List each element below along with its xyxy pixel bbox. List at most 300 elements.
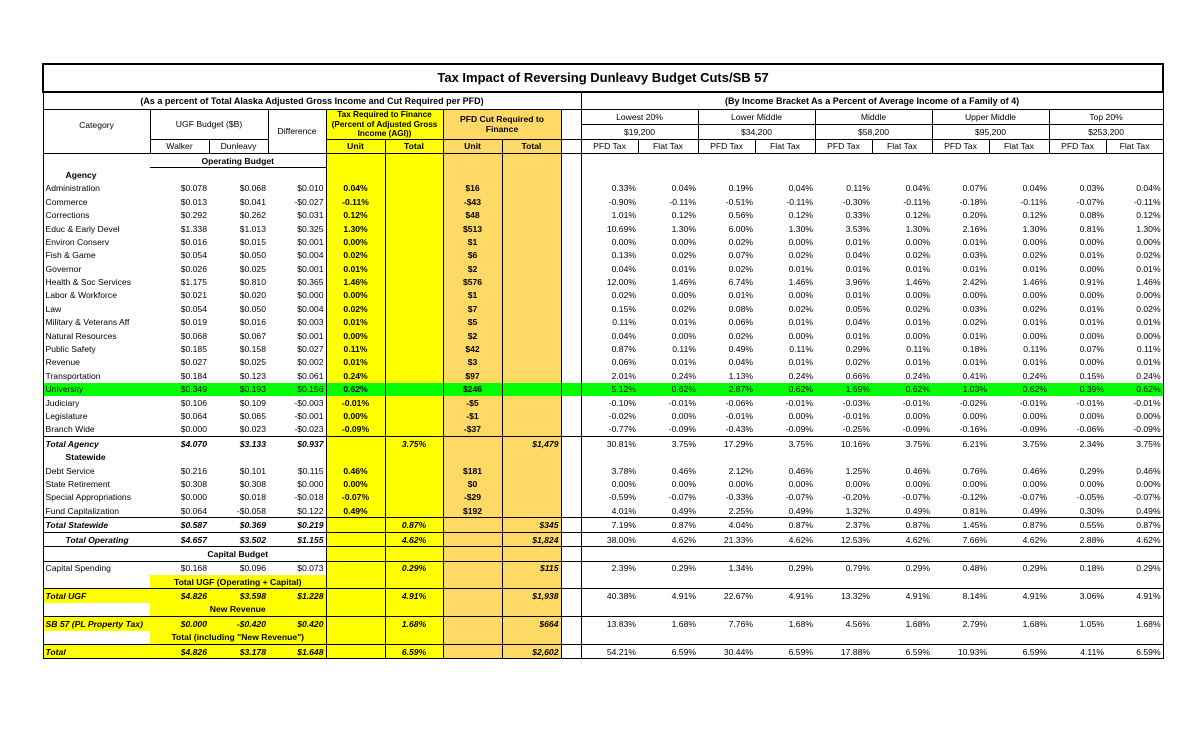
agency-row-9-bracket-2: 0.08% — [728, 303, 753, 314]
agency-row-6-bracket-1: 0.01% — [671, 263, 696, 274]
agency-row-16-bracket-2: -0.06% — [725, 397, 753, 408]
total-statewide-bracket-4: 2.37% — [815, 518, 872, 532]
agency-row-7-walker: $1.175 — [180, 277, 207, 288]
agency-row-12-bracket-3: 0.11% — [789, 344, 813, 355]
agency-row-13-pfd-unit: $3 — [443, 356, 502, 369]
agency-row-18 — [43, 423, 1163, 437]
agency-row-11-bracket-0: 0.04% — [611, 330, 636, 341]
agency-row-12-dunleavy: $0.158 — [239, 344, 266, 355]
statewide-row-2-name: Special Appropriations — [43, 491, 150, 504]
agency-row-13-bracket-9: 0.01% — [1106, 356, 1163, 369]
sb57-row-tax-total: 1.68% — [385, 617, 443, 631]
agency-row-12-bracket-9: 0.11% — [1106, 342, 1163, 355]
agency-row-0-bracket-1: 0.04% — [671, 183, 696, 194]
bracket-income-4: $253,200 — [1049, 124, 1163, 139]
statewide-row-0-tax-unit: 0.46% — [326, 464, 385, 477]
capital-spending-bracket-7: 0.29% — [989, 561, 1049, 575]
agency-row-7-bracket-3: 1.46% — [788, 277, 813, 288]
header-flat-tax-0: Flat Tax — [638, 139, 698, 153]
grand-total-bracket-3: 6.59% — [755, 644, 815, 658]
capital-spending-bracket-1: 0.29% — [638, 561, 698, 575]
total-ugf-name: Total UGF — [43, 589, 150, 603]
agency-row-8-pfd-unit: $1 — [443, 289, 502, 302]
agency-row-0-bracket-6: 0.07% — [962, 183, 987, 194]
statewide-row-0-bracket-6: 0.76% — [962, 465, 987, 476]
agency-row-5-bracket-3: 0.02% — [788, 250, 813, 261]
agency-row-8-bracket-5: 0.00% — [905, 290, 930, 301]
agency-row-11-bracket-6: 0.01% — [962, 330, 987, 341]
agency-row-3-bracket-7: 1.30% — [1022, 223, 1047, 234]
agency-row-12-tax-unit: 0.11% — [326, 342, 385, 355]
statewide-row-3-bracket-8: 0.30% — [1079, 505, 1104, 516]
agency-row-12-bracket-7: 0.11% — [1023, 344, 1047, 355]
header-walker: Walker — [150, 139, 209, 153]
agency-row-15-bracket-4: 1.69% — [815, 383, 872, 396]
total-agency-tax-total: 3.75% — [385, 437, 443, 451]
total-operating-bracket-2: 21.33% — [698, 532, 755, 546]
agency-row-9-dunleavy: $0.050 — [239, 303, 266, 314]
agency-row-10-name: Military & Veterans Aff — [43, 316, 150, 329]
agency-label: Agency — [43, 168, 150, 182]
total-statewide-bracket-2: 4.04% — [698, 518, 755, 532]
agency-row-2-bracket-1: 0.12% — [671, 210, 696, 221]
sb57-row-bracket-1: 1.68% — [638, 617, 698, 631]
agency-row-6-bracket-0: 0.04% — [611, 263, 636, 274]
capital-spending-bracket-9: 0.29% — [1106, 561, 1163, 575]
capital-budget-label: Capital Budget — [150, 547, 326, 561]
agency-row-7-bracket-4: 3.96% — [845, 277, 870, 288]
agency-row-15-pfd-unit: $246 — [443, 383, 502, 396]
capital-spending-tax-total: 0.29% — [385, 561, 443, 575]
agency-row-7-difference: $0.365 — [268, 275, 326, 288]
agency-row-3-dunleavy: $1.013 — [239, 223, 266, 234]
agency-row-11-tax-unit: 0.00% — [326, 329, 385, 342]
statewide-row-3-bracket-5: 0.49% — [905, 505, 930, 516]
total-statewide-tax-total: 0.87% — [385, 518, 443, 532]
agency-row-4-tax-unit: 0.00% — [326, 235, 385, 248]
agency-row-5-bracket-1: 0.02% — [671, 250, 696, 261]
total-ugf-label-row — [43, 575, 1163, 589]
agency-row-11-dunleavy: $0.067 — [239, 330, 266, 341]
agency-row-7-bracket-7: 1.46% — [1022, 277, 1047, 288]
agency-row-2-bracket-2: 0.56% — [728, 210, 753, 221]
agency-row-16 — [43, 396, 1163, 409]
agency-row-9-bracket-1: 0.02% — [671, 303, 696, 314]
grand-total-bracket-1: 6.59% — [638, 644, 698, 658]
agency-row-7-pfd-unit: $576 — [443, 275, 502, 288]
agency-row-4-pfd-unit: $1 — [443, 235, 502, 248]
agency-row-11-bracket-4: 0.01% — [845, 330, 870, 341]
total-operating-difference: $1.155 — [268, 532, 326, 546]
agency-row-14 — [43, 369, 1163, 382]
agency-row-14-dunleavy: $0.123 — [239, 370, 266, 381]
agency-row-0-bracket-9: 0.04% — [1106, 182, 1163, 195]
agency-row-11-bracket-8: 0.00% — [1079, 330, 1104, 341]
agency-row-2-bracket-4: 0.33% — [845, 210, 870, 221]
agency-row-3-bracket-2: 6.00% — [728, 223, 753, 234]
agency-row-8-bracket-2: 0.01% — [728, 290, 753, 301]
agency-row-14-bracket-4: 0.66% — [845, 370, 870, 381]
statewide-row-2-bracket-4: -0.20% — [842, 492, 870, 503]
agency-row-9 — [43, 302, 1163, 315]
statewide-label: Statewide — [43, 450, 150, 463]
header-pfd-total: Total — [502, 139, 561, 153]
agency-row-12-bracket-8: 0.07% — [1079, 344, 1104, 355]
grand-total-tax-total: 6.59% — [385, 644, 443, 658]
agency-row-16-difference: -$0.003 — [268, 396, 326, 409]
agency-row-1-tax-unit: -0.11% — [326, 195, 385, 208]
statewide-row-1-bracket-7: 0.00% — [1022, 478, 1047, 489]
agency-row-15-bracket-8: 0.39% — [1049, 383, 1106, 396]
total-statewide-bracket-5: 0.87% — [872, 518, 932, 532]
total-statewide-bracket-7: 0.87% — [989, 518, 1049, 532]
agency-row-10-tax-unit: 0.01% — [326, 316, 385, 329]
agency-row-3-bracket-3: 1.30% — [788, 223, 813, 234]
agency-row-14-bracket-9: 0.24% — [1106, 369, 1163, 382]
agency-row-9-bracket-3: 0.02% — [788, 303, 813, 314]
statewide-row-1-bracket-6: 0.00% — [962, 478, 987, 489]
agency-row-16-bracket-1: -0.01% — [668, 397, 696, 408]
header-difference: Difference — [268, 110, 326, 154]
agency-row-1-difference: -$0.027 — [268, 195, 326, 208]
statewide-row-3-bracket-3: 0.49% — [788, 505, 813, 516]
agency-row-15-bracket-1: 0.62% — [638, 383, 698, 396]
agency-row-4-bracket-4: 0.01% — [845, 236, 870, 247]
statewide-row-1-tax-unit: 0.00% — [326, 477, 385, 490]
agency-row-3-difference: $0.325 — [268, 222, 326, 235]
agency-row-12-bracket-6: 0.18% — [962, 344, 987, 355]
agency-row-12 — [43, 342, 1163, 355]
agency-row-18-name: Branch Wide — [43, 423, 150, 437]
agency-row-9-bracket-5: 0.02% — [905, 303, 930, 314]
agency-row-18-difference: -$0.023 — [268, 423, 326, 437]
agency-row-0-walker: $0.078 — [180, 183, 207, 194]
agency-row-12-bracket-2: 0.49% — [728, 344, 753, 355]
capital-spending-walker: $0.168 — [150, 561, 209, 575]
header-flat-tax-4: Flat Tax — [1106, 139, 1163, 153]
agency-row-5 — [43, 249, 1163, 262]
agency-row-18-bracket-6: -0.16% — [959, 424, 987, 435]
header-flat-tax-3: Flat Tax — [989, 139, 1049, 153]
agency-row-13-dunleavy: $0.025 — [239, 357, 266, 368]
total-ugf-bracket-8: 3.06% — [1049, 589, 1106, 603]
agency-row-16-bracket-3: -0.01% — [785, 397, 813, 408]
agency-row-10-pfd-unit: $5 — [443, 316, 502, 329]
statewide-row-0-pfd-unit: $181 — [443, 464, 502, 477]
agency-row-13-bracket-7: 0.01% — [1022, 357, 1047, 368]
agency-row-3-tax-unit: 1.30% — [326, 222, 385, 235]
statewide-row-2-bracket-8: -0.05% — [1076, 492, 1104, 503]
agency-row-15-bracket-7: 0.62% — [989, 383, 1049, 396]
agency-row-8-bracket-6: 0.00% — [962, 290, 987, 301]
total-ugf-bracket-9: 4.91% — [1106, 589, 1163, 603]
statewide-row-2-bracket-2: -0.33% — [725, 492, 753, 503]
agency-row-5-bracket-0: 0.13% — [611, 250, 636, 261]
agency-row-13-name: Revenue — [43, 356, 150, 369]
statewide-row-0-difference: $0.115 — [268, 464, 326, 477]
agency-row-0-difference: $0.010 — [268, 182, 326, 195]
statewide-row-1-pfd-unit: $0 — [443, 477, 502, 490]
total-operating-tax-total: 4.62% — [385, 532, 443, 546]
total-statewide — [43, 518, 1163, 532]
grand-total-bracket-7: 6.59% — [989, 644, 1049, 658]
statewide-row-3 — [43, 504, 1163, 518]
agency-row-15-bracket-6: 1.03% — [932, 383, 989, 396]
grand-total-walker: $4.826 — [150, 644, 209, 658]
agency-row-10-bracket-3: 0.01% — [788, 317, 813, 328]
agency-row-2-pfd-unit: $48 — [443, 208, 502, 221]
agency-row-0-dunleavy: $0.068 — [239, 183, 266, 194]
statewide-row-0-name: Debt Service — [43, 464, 150, 477]
total-statewide-bracket-8: 0.55% — [1049, 518, 1106, 532]
capital-spending-bracket-5: 0.29% — [872, 561, 932, 575]
statewide-label-row — [43, 450, 1163, 463]
statewide-row-3-bracket-2: 2.25% — [728, 505, 753, 516]
agency-row-14-bracket-2: 1.13% — [728, 370, 753, 381]
agency-row-12-pfd-unit: $42 — [443, 342, 502, 355]
agency-row-12-difference: $0.027 — [268, 342, 326, 355]
total-agency-bracket-9: 3.75% — [1106, 437, 1163, 451]
agency-row-6-bracket-2: 0.02% — [728, 263, 753, 274]
header-pfd-tax-2: PFD Tax — [815, 139, 872, 153]
total-agency-bracket-4: 10.16% — [815, 437, 872, 451]
agency-row-5-walker: $0.054 — [180, 250, 207, 261]
agency-row-8-bracket-1: 0.00% — [671, 290, 696, 301]
capital-spending — [43, 561, 1163, 575]
total-statewide-walker: $0.587 — [150, 518, 209, 532]
statewide-row-1-bracket-3: 0.00% — [788, 478, 813, 489]
statewide-row-3-tax-unit: 0.49% — [326, 504, 385, 518]
header-category: Category — [43, 110, 150, 140]
agency-row-12-bracket-1: 0.11% — [672, 344, 696, 355]
agency-row-18-walker: $0.000 — [180, 424, 207, 435]
agency-row-0-pfd-unit: $16 — [443, 182, 502, 195]
agency-row-3-bracket-1: 1.30% — [671, 223, 696, 234]
agency-row-10-bracket-8: 0.01% — [1079, 317, 1104, 328]
agency-row-12-bracket-0: 0.87% — [611, 344, 636, 355]
agency-row-9-name: Law — [43, 302, 150, 315]
agency-row-7 — [43, 275, 1163, 288]
operating-budget-label: Operating Budget — [150, 153, 326, 167]
agency-row-4-bracket-7: 0.00% — [1022, 236, 1047, 247]
statewide-row-1-bracket-2: 0.00% — [728, 478, 753, 489]
agency-row-2-bracket-9: 0.12% — [1106, 208, 1163, 221]
agency-row-14-difference: $0.061 — [268, 369, 326, 382]
agency-row-6-walker: $0.026 — [180, 263, 207, 274]
capital-spending-bracket-8: 0.18% — [1049, 561, 1106, 575]
statewide-row-1 — [43, 477, 1163, 490]
statewide-row-2-bracket-0: -0.59% — [608, 492, 636, 503]
agency-row-16-tax-unit: -0.01% — [326, 396, 385, 409]
bracket-income-2: $58,200 — [815, 124, 932, 139]
agency-row-11-bracket-3: 0.00% — [788, 330, 813, 341]
total-ugf-bracket-5: 4.91% — [872, 589, 932, 603]
grand-total — [43, 644, 1163, 658]
agency-row-2-bracket-5: 0.12% — [905, 210, 930, 221]
agency-row-9-pfd-unit: $7 — [443, 302, 502, 315]
total-agency-bracket-6: 6.21% — [932, 437, 989, 451]
agency-row-17 — [43, 409, 1163, 422]
total-agency-bracket-8: 2.34% — [1049, 437, 1106, 451]
agency-row-17-dunleavy: $0.065 — [239, 411, 266, 421]
agency-row-9-bracket-9: 0.02% — [1106, 302, 1163, 315]
agency-row-18-pfd-unit: -$37 — [443, 423, 502, 437]
agency-row-3-bracket-6: 2.16% — [962, 223, 987, 234]
sb57-row-bracket-2: 7.76% — [698, 617, 755, 631]
total-agency-bracket-7: 3.75% — [989, 437, 1049, 451]
statewide-row-1-walker: $0.308 — [180, 478, 207, 489]
agency-row-17-bracket-7: 0.00% — [1022, 411, 1047, 421]
agency-row-10-bracket-5: 0.01% — [905, 317, 930, 328]
agency-row-0-bracket-4: 0.11% — [846, 183, 870, 194]
grand-total-bracket-2: 30.44% — [698, 644, 755, 658]
statewide-row-3-bracket-7: 0.49% — [1022, 505, 1047, 516]
header-pfd-cut: PFD Cut Required to Finance — [443, 110, 561, 140]
grand-total-pfd-total: $2,602 — [502, 644, 561, 658]
agency-row-10-walker: $0.019 — [180, 317, 207, 328]
statewide-row-3-bracket-6: 0.81% — [962, 505, 987, 516]
total-statewide-bracket-9: 0.87% — [1106, 518, 1163, 532]
agency-row-14-pfd-unit: $97 — [443, 369, 502, 382]
agency-row-13-bracket-0: 0.06% — [611, 357, 636, 368]
agency-row-2-bracket-7: 0.12% — [1022, 210, 1047, 221]
bracket-name-3: Upper Middle — [932, 110, 1049, 125]
agency-row-6-bracket-3: 0.01% — [788, 263, 813, 274]
agency-row-5-difference: $0.004 — [268, 249, 326, 262]
total-operating — [43, 532, 1163, 546]
agency-row-17-bracket-2: -0.01% — [725, 411, 753, 421]
agency-row-9-bracket-7: 0.02% — [1022, 303, 1047, 314]
total-operating-bracket-5: 4.62% — [872, 532, 932, 546]
agency-row-2-tax-unit: 0.12% — [326, 208, 385, 221]
total-operating-bracket-3: 4.62% — [755, 532, 815, 546]
agency-row-12-name: Public Safety — [43, 342, 150, 355]
agency-row-18-tax-unit: -0.09% — [326, 423, 385, 437]
header-tax-total: Total — [385, 139, 443, 153]
sb57-row-dunleavy: -$0.420 — [209, 617, 268, 631]
agency-row-16-bracket-9: -0.01% — [1106, 396, 1163, 409]
agency-row-18-bracket-7: -0.09% — [1019, 424, 1047, 435]
agency-row-16-pfd-unit: -$5 — [443, 396, 502, 409]
statewide-row-2-dunleavy: $0.018 — [239, 492, 266, 503]
agency-row-4-bracket-5: 0.00% — [905, 236, 930, 247]
agency-row-4-bracket-9: 0.00% — [1106, 235, 1163, 248]
total-ugf-bracket-7: 4.91% — [989, 589, 1049, 603]
agency-row-10 — [43, 316, 1163, 329]
agency-row-5-bracket-7: 0.02% — [1022, 250, 1047, 261]
header-pfd-tax-1: PFD Tax — [698, 139, 755, 153]
agency-row-9-bracket-4: 0.05% — [845, 303, 870, 314]
agency-row-0-bracket-5: 0.04% — [905, 183, 930, 194]
sb57-row-bracket-8: 1.05% — [1049, 617, 1106, 631]
agency-row-18-bracket-1: -0.09% — [668, 424, 696, 435]
agency-row-11-bracket-2: 0.02% — [728, 330, 753, 341]
header-dunleavy: Dunleavy — [209, 139, 268, 153]
agency-row-14-bracket-8: 0.15% — [1079, 370, 1104, 381]
total-statewide-difference: $0.219 — [268, 518, 326, 532]
agency-row-7-bracket-0: 12.00% — [606, 277, 636, 288]
agency-row-2 — [43, 208, 1163, 221]
statewide-row-0-bracket-1: 0.46% — [671, 465, 696, 476]
capital-spending-bracket-0: 2.39% — [581, 561, 638, 575]
agency-row-4-bracket-2: 0.02% — [728, 236, 753, 247]
bracket-income-3: $95,200 — [932, 124, 1049, 139]
total-statewide-bracket-3: 0.87% — [755, 518, 815, 532]
sb57-row-bracket-9: 1.68% — [1106, 617, 1163, 631]
agency-row-4-walker: $0.016 — [180, 236, 207, 247]
agency-row-17-pfd-unit: -$1 — [443, 409, 502, 422]
agency-row-15-bracket-9: 0.62% — [1106, 383, 1163, 396]
statewide-row-3-walker: $0.064 — [180, 505, 207, 516]
agency-row-12-walker: $0.185 — [180, 344, 207, 355]
total-operating-bracket-1: 4.62% — [638, 532, 698, 546]
budget-table-wrapper — [42, 63, 1161, 659]
agency-row-7-bracket-2: 6.74% — [728, 277, 753, 288]
total-ugf-bracket-1: 4.91% — [638, 589, 698, 603]
agency-row-17-difference: -$0.001 — [268, 409, 326, 422]
agency-row-6-bracket-5: 0.01% — [905, 263, 930, 274]
statewide-row-3-difference: $0.122 — [268, 504, 326, 518]
agency-row-18-bracket-2: -0.43% — [725, 424, 753, 435]
total-agency-difference: $0.937 — [268, 437, 326, 451]
statewide-row-0-bracket-2: 2.12% — [728, 465, 753, 476]
agency-row-3-name: Educ & Early Devel — [43, 222, 150, 235]
agency-row-4-name: Environ Conserv — [43, 235, 150, 248]
header-pfd-tax-3: PFD Tax — [932, 139, 989, 153]
new-revenue-label-row — [43, 603, 1163, 617]
total-ugf-label: Total UGF (Operating + Capital) — [150, 575, 326, 589]
agency-row-8-dunleavy: $0.020 — [239, 290, 266, 301]
statewide-row-0-walker: $0.216 — [180, 465, 207, 476]
agency-row-5-bracket-4: 0.04% — [845, 250, 870, 261]
agency-row-11-bracket-5: 0.00% — [905, 330, 930, 341]
sb57-row-name: SB 57 (PL Property Tax) — [43, 617, 150, 631]
agency-row-11-walker: $0.068 — [180, 330, 207, 341]
agency-row-4-bracket-6: 0.01% — [962, 236, 987, 247]
agency-row-17-bracket-1: 0.00% — [671, 411, 696, 421]
header-flat-tax-2: Flat Tax — [872, 139, 932, 153]
agency-row-5-bracket-5: 0.02% — [905, 250, 930, 261]
agency-row-2-bracket-6: 0.20% — [962, 210, 987, 221]
agency-row-9-bracket-0: 0.15% — [611, 303, 636, 314]
agency-row-2-bracket-3: 0.12% — [788, 210, 813, 221]
agency-row-15-dunleavy: $0.193 — [209, 383, 268, 396]
total-agency-bracket-3: 3.75% — [755, 437, 815, 451]
agency-row-7-bracket-1: 1.46% — [671, 277, 696, 288]
right-subtitle: (By Income Bracket As a Percent of Average Income of a Family of 4) — [581, 92, 1163, 110]
agency-row-18-bracket-0: -0.77% — [608, 424, 636, 435]
agency-row-13 — [43, 356, 1163, 369]
agency-row-13-difference: $0.002 — [268, 356, 326, 369]
agency-row-13-bracket-2: 0.04% — [728, 357, 753, 368]
agency-row-12-bracket-4: 0.29% — [845, 344, 870, 355]
agency-row-10-dunleavy: $0.016 — [239, 317, 266, 328]
statewide-row-2-walker: $0.000 — [180, 492, 207, 503]
total-agency-bracket-0: 30.81% — [581, 437, 638, 451]
statewide-row-3-bracket-4: 1.32% — [845, 505, 870, 516]
left-subtitle: (As a percent of Total Alaska Adjusted Gross Income and Cut Required per PFD) — [43, 92, 581, 110]
agency-row-6-pfd-unit: $2 — [443, 262, 502, 275]
statewide-row-1-bracket-9: 0.00% — [1106, 477, 1163, 490]
agency-row-8-bracket-7: 0.00% — [1022, 290, 1047, 301]
grand-total-bracket-9: 6.59% — [1106, 644, 1163, 658]
agency-row-13-walker: $0.027 — [180, 357, 207, 368]
agency-row-4-dunleavy: $0.015 — [239, 236, 266, 247]
statewide-row-0-bracket-5: 0.46% — [905, 465, 930, 476]
agency-row-16-dunleavy: $0.109 — [239, 397, 266, 408]
agency-row-3-walker: $1.338 — [180, 223, 207, 234]
bracket-income-0: $19,200 — [581, 124, 698, 139]
